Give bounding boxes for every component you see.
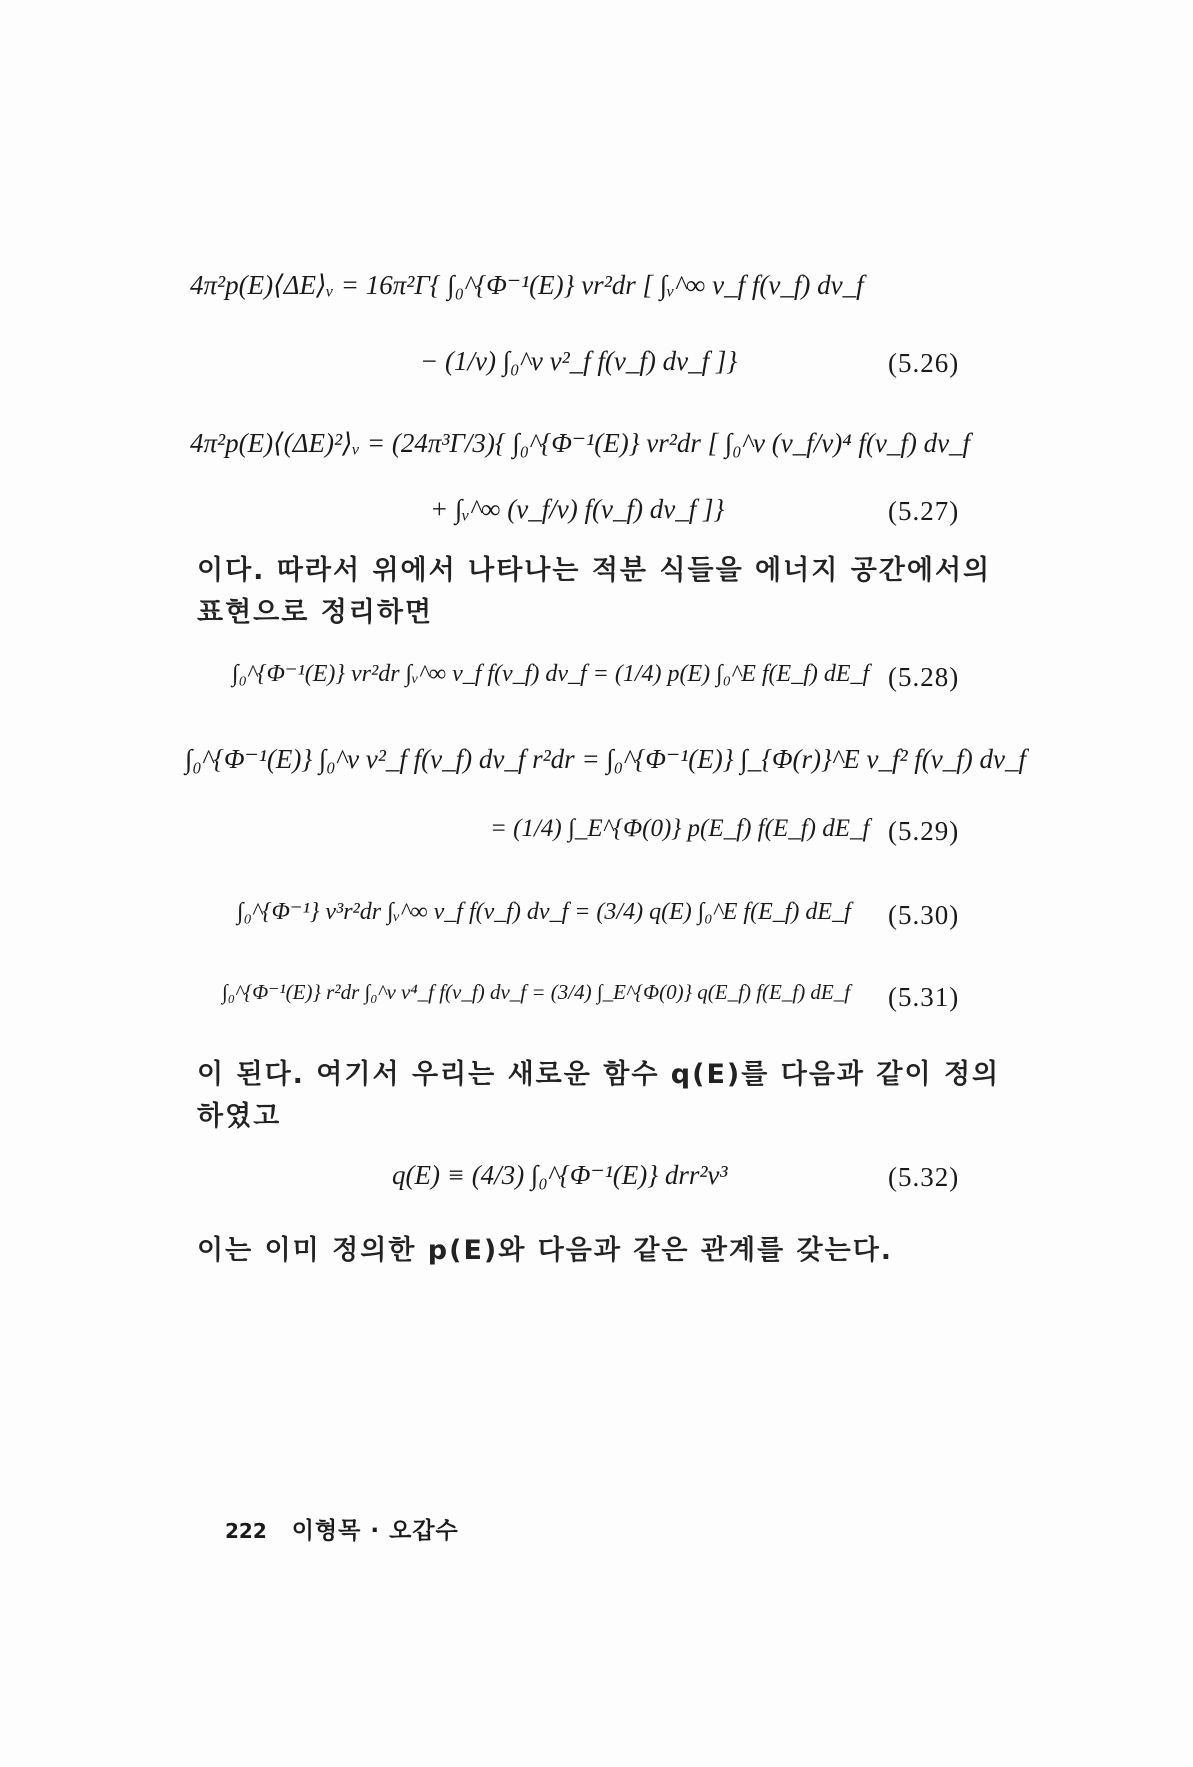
equation-5-31: ∫₀^{Φ⁻¹(E)} r²dr ∫₀^v v⁴_f f(v_f) dv_f = (3/4) ∫_E^{Φ(0)} q(E_f) f(E_f) dE_f — [222, 980, 851, 1004]
equation-5-29-line2: = (1/4) ∫_E^{Φ(0)} p(E_f) f(E_f) dE_f — [490, 815, 870, 842]
paragraph-1-line-1: 이다. 따라서 위에서 나타나는 적분 식들을 에너지 공간에서의 — [197, 555, 992, 586]
equation-5-29-line1: ∫₀^{Φ⁻¹(E)} ∫₀^v v²_f f(v_f) dv_f r²dr = ∫₀^{Φ⁻¹(E)} ∫_{Φ(r)}^E v_f² f(v_f) dv_f — [185, 744, 1027, 774]
page-footer — [225, 1512, 459, 1545]
equation-number-5-32: (5.32) — [888, 1162, 960, 1192]
paragraph-1-line-2: 표현으로 정리하면 — [197, 597, 434, 628]
equation-number-5-27: (5.27) — [888, 496, 960, 526]
equation-5-26-line2: − (1/v) ∫₀^v v²_f f(v_f) dv_f ]} — [420, 346, 738, 376]
equation-5-27-line1: 4π²p(E)⟨(ΔE)²⟩ᵥ = (24π³Γ/3){ ∫₀^{Φ⁻¹(E)} vr²dr [ ∫₀^v (v_f/v)⁴ f(v_f) dv_f — [190, 428, 971, 458]
equation-5-26-line1: 4π²p(E)⟨ΔE⟩ᵥ = 16π²Γ{ ∫₀^{Φ⁻¹(E)} vr²dr [ ∫ᵥ^∞ v_f f(v_f) dv_f — [190, 270, 864, 300]
equation-number-5-29: (5.29) — [888, 816, 960, 846]
equation-number-5-26: (5.26) — [888, 348, 960, 378]
equation-number-5-31: (5.31) — [888, 982, 960, 1012]
equation-number-5-30: (5.30) — [888, 900, 960, 930]
equation-5-32: q(E) ≡ (4/3) ∫₀^{Φ⁻¹(E)} drr²v³ — [392, 1160, 728, 1190]
paragraph-3-line-1: 이는 이미 정의한 p(E)와 다음과 같은 관계를 갖는다. — [197, 1235, 894, 1266]
page-number: 222 — [225, 1519, 267, 1543]
paragraph-2-line-1: 이 된다. 여기서 우리는 새로운 함수 q(E)를 다음과 같이 정의 — [197, 1059, 1001, 1090]
running-authors: 이형목 · 오갑수 — [291, 1518, 459, 1544]
paragraph-2-line-2: 하였고 — [197, 1101, 282, 1132]
equation-5-28: ∫₀^{Φ⁻¹(E)} vr²dr ∫ᵥ^∞ v_f f(v_f) dv_f = (1/4) p(E) ∫₀^E f(E_f) dE_f — [232, 661, 870, 687]
equation-5-30: ∫₀^{Φ⁻¹} v³r²dr ∫ᵥ^∞ v_f f(v_f) dv_f = (3/4) q(E) ∫₀^E f(E_f) dE_f — [237, 899, 851, 925]
equation-number-5-28: (5.28) — [888, 662, 960, 692]
equation-5-27-line2: + ∫ᵥ^∞ (v_f/v) f(v_f) dv_f ]} — [430, 494, 725, 524]
